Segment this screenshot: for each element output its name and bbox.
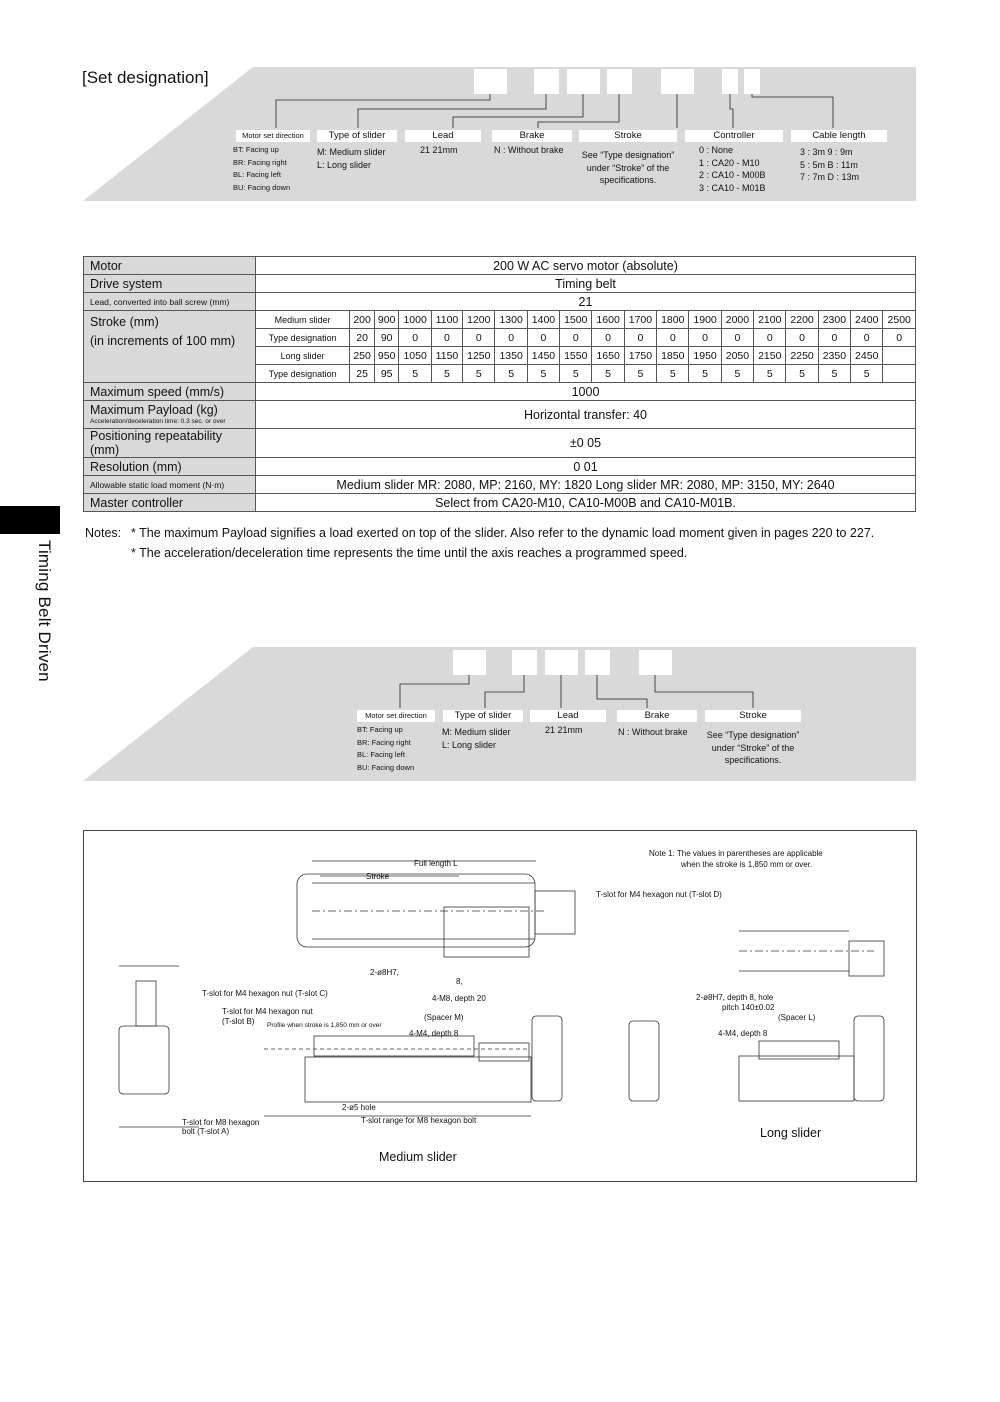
- set-designation-title: [Set designation]: [82, 68, 209, 87]
- stroke-cell: 25: [350, 365, 375, 383]
- stroke-row-label: Type designation: [256, 365, 350, 383]
- stroke-cell: 5: [689, 365, 721, 383]
- controller-label: Master controller: [84, 494, 256, 512]
- label-pin-hole: 2-ø8H7,: [370, 968, 399, 977]
- label-spacer-m: (Spacer M): [424, 1013, 464, 1022]
- stroke-cell: 1100: [431, 311, 462, 329]
- lead-value: 21: [256, 293, 916, 311]
- stroke-cell: 2200: [786, 311, 818, 329]
- controller-value: Select from CA20-M10, CA10-M00B and CA10-M01B.: [256, 494, 916, 512]
- stroke-cell: 5: [721, 365, 753, 383]
- field-label-lead: Lead: [405, 130, 481, 142]
- stroke-cell: 2400: [851, 311, 883, 329]
- stroke-cell: 0: [851, 329, 883, 347]
- stroke-cell: 1900: [689, 311, 721, 329]
- stroke-cell: 1600: [592, 311, 624, 329]
- stroke-cell: 1150: [431, 347, 462, 365]
- stroke-cell: 250: [350, 347, 375, 365]
- stroke-cell: 5: [818, 365, 850, 383]
- stroke-cell: 1650: [592, 347, 624, 365]
- repeatability-label: Positioning repeatability (mm): [84, 429, 256, 458]
- stroke-cell: 1050: [399, 347, 431, 365]
- lead-options: 21 21mm: [420, 145, 458, 155]
- label-tslot-b-2: (T-slot B): [222, 1017, 255, 1026]
- motor-direction-options-2: BT: Facing up BR: Facing right BL: Facing left BU: Facing down: [357, 725, 415, 772]
- field2-label-motor-direction: Motor set direction: [357, 710, 435, 722]
- speed-label: Maximum speed (mm/s): [84, 383, 256, 401]
- dim-stroke: Stroke: [366, 872, 390, 881]
- label-tslot-d: T-slot for M4 hexagon nut (T-slot D): [596, 890, 722, 899]
- stroke-label: Stroke (mm) (in increments of 100 mm): [84, 311, 256, 383]
- stroke-cell: 1300: [495, 311, 527, 329]
- stroke-cell: 1400: [527, 311, 559, 329]
- motor-label: Motor: [84, 257, 256, 275]
- payload-label: Maximum Payload (kg) Acceleration/deceleration time: 0.3 sec. or over: [84, 401, 256, 429]
- resolution-value: 0 01: [256, 458, 916, 476]
- stroke-cell: 95: [374, 365, 399, 383]
- stroke-cell: 2050: [721, 347, 753, 365]
- stroke-cell: 5: [399, 365, 431, 383]
- label-m4-medium: 4-M4, depth 8: [409, 1029, 459, 1038]
- stroke-cell: 5: [560, 365, 592, 383]
- stroke-cell: [883, 347, 916, 365]
- stroke-cell: 200: [350, 311, 375, 329]
- label-tslot-range: T-slot range for M8 hexagon bolt: [361, 1116, 477, 1125]
- stroke-options: See “Type designation” under “Stroke” of the specifications.: [581, 150, 675, 185]
- stroke-cell: 1450: [527, 347, 559, 365]
- cable-length-options: 3 : 3m 9 : 9m 5 : 5m B : 11m 7 : 7m D : 13m: [800, 147, 860, 182]
- field-label-cable-length: Cable length: [791, 130, 887, 142]
- stroke-cell: 0: [527, 329, 559, 347]
- stroke-cell: 0: [883, 329, 916, 347]
- label-tslot-b-1: T-slot for M4 hexagon nut: [222, 1007, 313, 1016]
- stroke-cell: 2450: [851, 347, 883, 365]
- payload-value: Horizontal transfer: 40: [256, 401, 916, 429]
- stroke-cell: 90: [374, 329, 399, 347]
- stroke-cell: 0: [495, 329, 527, 347]
- stroke-cell: 1500: [560, 311, 592, 329]
- stroke-cell: 5: [431, 365, 462, 383]
- caption-long-slider: Long slider: [760, 1126, 822, 1140]
- stroke-cell: 0: [431, 329, 462, 347]
- stroke-cell: 2300: [818, 311, 850, 329]
- drive-label: Drive system: [84, 275, 256, 293]
- stroke-cell: 0: [399, 329, 431, 347]
- stroke-cell: 0: [786, 329, 818, 347]
- repeatability-value: ±0 05: [256, 429, 916, 458]
- field-label-stroke: Stroke: [579, 130, 677, 142]
- stroke-cell: 5: [786, 365, 818, 383]
- stroke-cell: 2000: [721, 311, 753, 329]
- stroke-options-2: See “Type designation” under “Stroke” of the specifications.: [706, 730, 800, 765]
- speed-value: 1000: [256, 383, 916, 401]
- stroke-cell: 1800: [657, 311, 689, 329]
- dim-full-length: Full length L: [414, 859, 458, 868]
- stroke-cell: 950: [374, 347, 399, 365]
- drive-value: Timing belt: [256, 275, 916, 293]
- motor-value: 200 W AC servo motor (absolute): [256, 257, 916, 275]
- stroke-cell: 5: [624, 365, 656, 383]
- stroke-cell: 0: [463, 329, 495, 347]
- label-m4-long: 4-M4, depth 8: [718, 1029, 768, 1038]
- stroke-cell: 0: [624, 329, 656, 347]
- stroke-cell: 5: [754, 365, 786, 383]
- stroke-cell: 20: [350, 329, 375, 347]
- stroke-cell: 1750: [624, 347, 656, 365]
- note-line-1: * The maximum Payload signifies a load exerted on top of the slider. Also refer to the dynamic load moment given in pages 220 to 227.: [131, 526, 875, 540]
- stroke-cell: 1350: [495, 347, 527, 365]
- field-label-brake: Brake: [492, 130, 572, 142]
- drawing-note-2: when the stroke is 1,850 mm or over.: [681, 860, 813, 869]
- moment-label: Allowable static load moment (N·m): [84, 476, 256, 494]
- stroke-row-label: Medium slider: [256, 311, 350, 329]
- stroke-cell: 5: [657, 365, 689, 383]
- label-pin-depth: 8,: [456, 977, 463, 986]
- stroke-cell: 0: [689, 329, 721, 347]
- brake-options-2: N : Without brake: [618, 727, 688, 737]
- field-label-controller: Controller: [685, 130, 783, 142]
- stroke-cell: 5: [851, 365, 883, 383]
- slider-type-options-2: M: Medium slider L: Long slider: [442, 727, 511, 750]
- label-pin-long-2: pitch 140±0.02: [722, 1003, 775, 1012]
- stroke-cell: 1850: [657, 347, 689, 365]
- side-tab-marker: [0, 506, 60, 534]
- stroke-cell: 5: [527, 365, 559, 383]
- lead-label: Lead, converted into ball screw (mm): [84, 293, 256, 311]
- spec-table: [83, 256, 916, 512]
- label-hole-5: 2-ø5 hole: [342, 1103, 376, 1112]
- motor-direction-options: BT: Facing up BR: Facing right BL: Facing left BU: Facing down: [233, 145, 291, 192]
- notes-prefix: Notes:: [85, 526, 122, 540]
- stroke-cell: 1250: [463, 347, 495, 365]
- drawing-note-1: Note 1: The values in parentheses are applicable: [649, 849, 823, 858]
- stroke-cell: [883, 365, 916, 383]
- lead-options-2: 21 21mm: [545, 725, 583, 735]
- label-tslot-a-2: bolt (T-slot A): [182, 1127, 230, 1136]
- dimension-drawing: [83, 830, 917, 1182]
- moment-value: Medium slider MR: 2080, MP: 2160, MY: 1820 Long slider MR: 2080, MP: 3150, MY: 2640: [256, 476, 916, 494]
- stroke-cell: 1000: [399, 311, 431, 329]
- field-label-motor-direction: Motor set direction: [236, 130, 310, 142]
- note-line-2: * The acceleration/deceleration time represents the time until the axis reaches a programmed speed.: [131, 546, 688, 560]
- stroke-cell: 0: [560, 329, 592, 347]
- side-tab-label: Timing Belt Driven: [35, 540, 54, 682]
- stroke-cell: 1700: [624, 311, 656, 329]
- field2-label-stroke: Stroke: [705, 710, 801, 722]
- field-label-slider-type: Type of slider: [317, 130, 397, 142]
- stroke-cell: 0: [592, 329, 624, 347]
- stroke-cell: 1200: [463, 311, 495, 329]
- stroke-row-label: Long slider: [256, 347, 350, 365]
- stroke-cell: 5: [495, 365, 527, 383]
- label-m8: 4-M8, depth 20: [432, 994, 486, 1003]
- label-tslot-a-1: T-slot for M8 hexagon: [182, 1118, 260, 1127]
- stroke-cell: 5: [463, 365, 495, 383]
- stroke-cell: 2100: [754, 311, 786, 329]
- field2-label-brake: Brake: [617, 710, 697, 722]
- stroke-cell: 2500: [883, 311, 916, 329]
- stroke-cell: 1550: [560, 347, 592, 365]
- stroke-cell: 0: [754, 329, 786, 347]
- resolution-label: Resolution (mm): [84, 458, 256, 476]
- caption-medium-slider: Medium slider: [379, 1150, 457, 1164]
- stroke-cell: 2150: [754, 347, 786, 365]
- field2-label-lead: Lead: [530, 710, 606, 722]
- stroke-cell: 1950: [689, 347, 721, 365]
- stroke-cell: 0: [657, 329, 689, 347]
- label-pin-long-1: 2-ø8H7, depth 8, hole: [696, 993, 774, 1002]
- stroke-cell: 0: [818, 329, 850, 347]
- brake-options: N : Without brake: [494, 145, 564, 155]
- label-tslot-c: T-slot for M4 hexagon nut (T-slot C): [202, 989, 328, 998]
- stroke-cell: 2350: [818, 347, 850, 365]
- controller-options: 0 : None 1 : CA20 - M10 2 : CA10 - M00B 3 : CA10 - M01B: [699, 145, 766, 193]
- stroke-cell: 2250: [786, 347, 818, 365]
- label-spacer-l: (Spacer L): [778, 1013, 816, 1022]
- stroke-cell: 900: [374, 311, 399, 329]
- label-profile: Profile when stroke is 1,850 mm or over: [267, 1022, 382, 1029]
- stroke-cell: 5: [592, 365, 624, 383]
- stroke-cell: 0: [721, 329, 753, 347]
- slider-type-options: M: Medium slider L: Long slider: [317, 147, 386, 170]
- stroke-row-label: Type designation: [256, 329, 350, 347]
- field2-label-slider-type: Type of slider: [443, 710, 523, 722]
